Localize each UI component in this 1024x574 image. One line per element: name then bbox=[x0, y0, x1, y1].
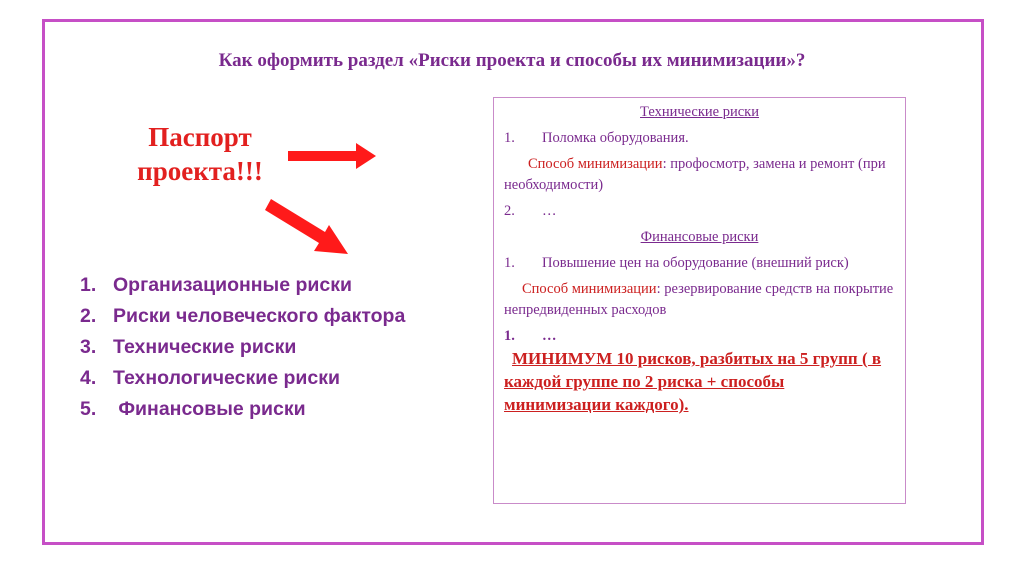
fin-risks-heading: Финансовые риски bbox=[640, 229, 759, 245]
passport-callout bbox=[100, 120, 300, 188]
passport-line-1: Паспорт bbox=[148, 122, 252, 152]
fin-risk-item: 1. Повышение цен на оборудование (внешний риск) bbox=[504, 255, 849, 271]
risk-categories-list bbox=[80, 270, 405, 425]
list-item: 4. Технологические риски bbox=[80, 367, 340, 389]
arrow-right-icon bbox=[286, 140, 378, 172]
slide-title: Как оформить раздел «Риски проекта и способы их минимизации»? bbox=[218, 50, 806, 71]
list-item: 2. Риски человеческого фактора bbox=[80, 305, 406, 327]
fin-risk-item-2: 1. … bbox=[504, 328, 557, 344]
minimum-requirement-note: МИНИМУМ 10 рисков, разбитых на 5 групп ( в каждой группе по 2 риска + способы минимизации каждого). bbox=[504, 349, 882, 414]
fin-risk-method: Способ минимизации: резервирование средств на покрытие непредвиденных расходов bbox=[504, 281, 894, 318]
list-item: 1. Организационные риски bbox=[80, 274, 352, 296]
tech-risk-method: Способ минимизации: профосмотр, замена и ремонт (при необходимости) bbox=[504, 156, 886, 193]
example-panel bbox=[493, 97, 906, 504]
passport-line-2: проекта!!! bbox=[137, 156, 263, 186]
list-item: 5. Финансовые риски bbox=[80, 398, 306, 420]
tech-risks-heading: Технические риски bbox=[640, 104, 759, 120]
tech-risk-item: 1. Поломка оборудования. bbox=[504, 130, 689, 146]
list-item: 3. Технические риски bbox=[80, 336, 297, 358]
arrow-down-right-icon bbox=[262, 195, 352, 259]
tech-risk-item-2: 2. … bbox=[504, 203, 557, 219]
